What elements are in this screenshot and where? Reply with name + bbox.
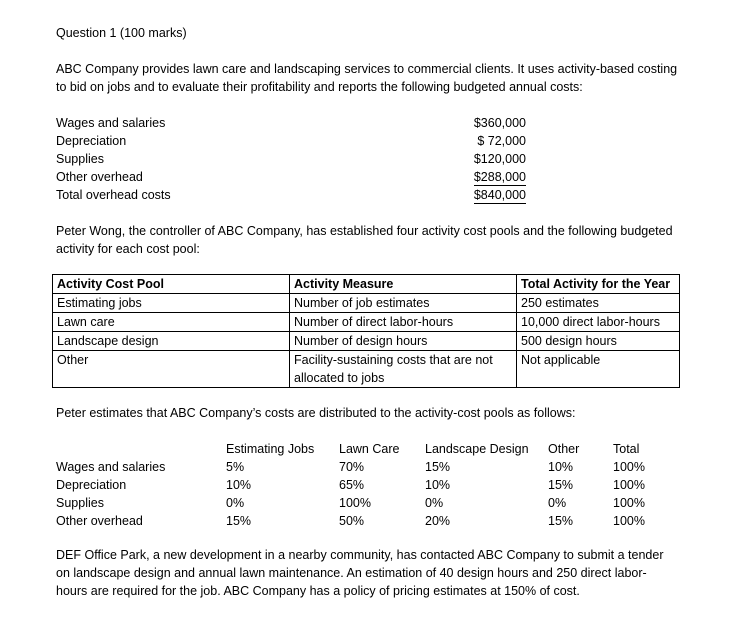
table-cell: 10,000 direct labor-hours (517, 313, 680, 332)
percent-cell: 100% (613, 460, 645, 474)
percent-cell: 100% (613, 478, 645, 492)
table-cell: Number of design hours (290, 332, 517, 351)
cost-amount: $ 72,000 (477, 134, 526, 148)
cost-amount: $120,000 (473, 152, 526, 166)
percent-cell: 10% (548, 460, 574, 474)
percent-cell: 15% (226, 514, 252, 528)
activity-pool-table (52, 274, 680, 388)
table-row (53, 351, 680, 388)
table-cell: Not applicable (517, 351, 680, 388)
percent-cell: 10% (425, 478, 451, 492)
table-cell: Number of direct labor-hours (290, 313, 517, 332)
table-cell: Estimating jobs (53, 294, 290, 313)
cost-label: Supplies (56, 152, 104, 166)
percent-cell: 100% (613, 496, 645, 510)
table-header: Activity Cost Pool (53, 275, 290, 294)
table-cell: Facility-sustaining costs that are not allocated to jobs (290, 351, 517, 388)
percent-cell: 15% (425, 460, 451, 474)
percent-cell: 100% (339, 496, 371, 510)
table-cell: 250 estimates (517, 294, 680, 313)
percent-cell: 100% (613, 514, 645, 528)
cost-label: Wages and salaries (56, 116, 166, 130)
percent-cell: 5% (226, 460, 245, 474)
column-header: Estimating Jobs (226, 442, 315, 456)
table-header: Total Activity for the Year (517, 275, 680, 294)
percent-cell: 70% (339, 460, 365, 474)
table-row (53, 332, 680, 351)
table-cell: 500 design hours (517, 332, 680, 351)
percent-cell: 65% (339, 478, 365, 492)
cost-label: Total overhead costs (56, 188, 171, 202)
table-cell: Lawn care (53, 313, 290, 332)
intro-paragraph: ABC Company provides lawn care and landscaping services to commercial clients. It uses activity-based costing to bid on jobs and to evaluate their profitability and reports the following budgeted annual costs: (56, 62, 678, 94)
percent-cell: 0% (548, 496, 567, 510)
row-label: Wages and salaries (56, 460, 166, 474)
cost-amount-underlined: $288,000 (473, 170, 526, 184)
percent-cell: 15% (548, 514, 574, 528)
cost-label: Depreciation (56, 134, 127, 148)
percent-cell: 20% (425, 514, 451, 528)
percent-cell: 10% (226, 478, 252, 492)
cost-label: Other overhead (56, 170, 143, 184)
percent-cell: 0% (425, 496, 444, 510)
cost-amount: $360,000 (473, 116, 526, 130)
closing-paragraph: DEF Office Park, a new development in a nearby community, has contacted ABC Company to submit a tender on landscape design and annual lawn maintenance. An estimation of 40 design hours and 250 direct labor-hours are required for the job. ABC Company has a policy of pricing estimates at 150% of cost. (56, 548, 664, 598)
column-header: Landscape Design (425, 442, 529, 456)
table-row (53, 313, 680, 332)
table-header: Activity Measure (290, 275, 517, 294)
question-title: Question 1 (100 marks) (56, 26, 187, 40)
table-row (53, 294, 680, 313)
column-header: Total (613, 442, 640, 456)
percent-cell: 50% (339, 514, 365, 528)
percent-cell: 15% (548, 478, 574, 492)
row-label: Other overhead (56, 514, 143, 528)
controller-paragraph: Peter Wong, the controller of ABC Company, has established four activity cost pools and the following budgeted activity for each cost pool: (56, 224, 673, 256)
percent-cell: 0% (226, 496, 245, 510)
table-cell: Number of job estimates (290, 294, 517, 313)
table-cell: Landscape design (53, 332, 290, 351)
distribution-paragraph: Peter estimates that ABC Company’s costs are distributed to the activity-cost pools as follows: (56, 406, 576, 420)
table-header-row (53, 275, 680, 294)
column-header: Other (548, 442, 580, 456)
row-label: Depreciation (56, 478, 127, 492)
column-header: Lawn Care (339, 442, 400, 456)
total-cost-amount: $840,000 (473, 188, 526, 202)
table-cell: Other (53, 351, 290, 388)
row-label: Supplies (56, 496, 104, 510)
